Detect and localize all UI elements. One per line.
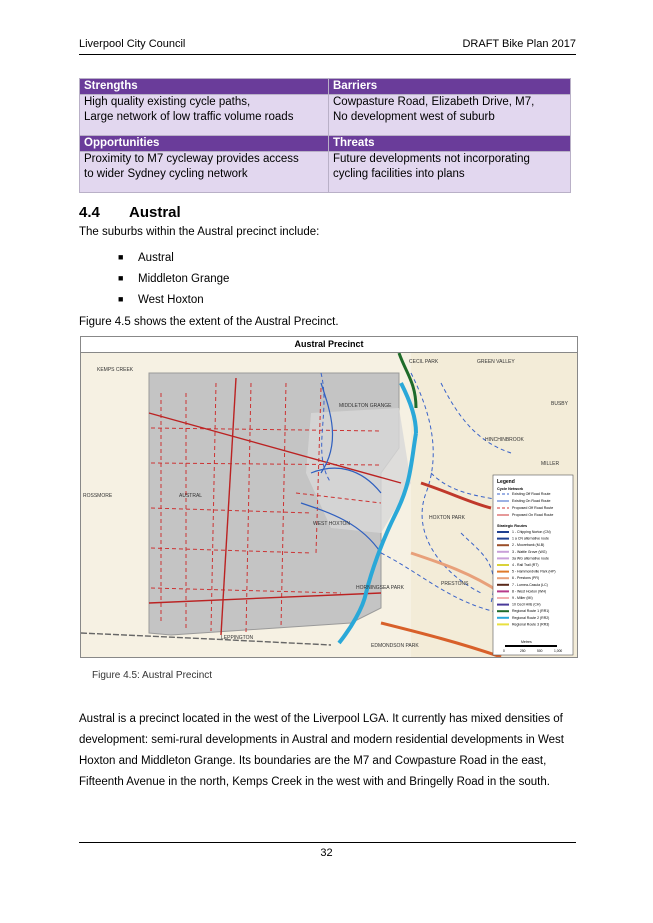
- header-right: DRAFT Bike Plan 2017: [462, 38, 576, 50]
- threats-heading: Threats: [329, 136, 571, 152]
- legend-network-title: Cycle Network: [497, 487, 524, 491]
- page-header: [79, 38, 576, 52]
- map-title: Austral Precinct: [81, 337, 577, 353]
- scale-tick: 1,000: [554, 649, 563, 653]
- label-busby: BUSBY: [551, 401, 568, 407]
- legend-label: Regional Route 3 (RR3): [512, 622, 550, 627]
- scale-tick: 250: [520, 649, 526, 653]
- scale-bar: [505, 645, 557, 647]
- intro-text: The suburbs within the Austral precinct include:: [79, 226, 320, 238]
- section-number: 4.4: [79, 204, 100, 221]
- header-rule: [79, 54, 576, 55]
- strengths-text: High quality existing cycle paths, Large network of low traffic volume roads: [80, 95, 329, 136]
- list-item: ■ West Hoxton: [118, 294, 204, 306]
- label-west-hoxton: WEST HOXTON: [313, 521, 351, 527]
- label-kemps-creek: KEMPS CREEK: [97, 367, 134, 373]
- map-legend: [493, 475, 573, 655]
- label-middleton-grange: MIDDLETON GRANGE: [339, 403, 392, 409]
- legend-label: Regional Route 1 (RR1): [512, 609, 550, 614]
- bullet-icon: ■: [118, 252, 124, 262]
- label-hoxton-park: HOXTON PARK: [429, 515, 465, 521]
- label-green-valley: GREEN VALLEY: [477, 359, 515, 365]
- legend-label: 4 - Rail Trail (RT): [512, 563, 539, 567]
- label-leppington: LEPPINGTON: [221, 635, 254, 641]
- scale-unit: Metres: [521, 640, 532, 644]
- legend-label: 6 - Prestons (PR): [512, 576, 540, 581]
- strengths-heading: Strengths: [80, 79, 329, 95]
- opportunities-heading: Opportunities: [80, 136, 329, 152]
- footer-rule: [79, 842, 576, 843]
- label-miller: MILLER: [541, 461, 560, 467]
- legend-title: Legend: [497, 479, 515, 485]
- body-paragraph: Austral is a precinct located in the west of the Liverpool LGA. It currently has mixed densities of development: semi-rural developments in Austral and modern residential developments in West Hoxton and Middleton Grange. Its boundaries are the M7 and Cowpasture Road in the east, Fifteenth Avenue in the north, Kemps Creek in the west with and Bringelly Road in the south.: [79, 713, 564, 788]
- label-rossmore: ROSSMORE: [83, 493, 113, 499]
- legend-label: 3a WG alternative route: [512, 556, 549, 561]
- page-number: 32: [320, 847, 333, 859]
- barriers-text: Cowpasture Road, Elizabeth Drive, M7, No development west of suburb: [329, 95, 571, 136]
- legend-label: 10 Cecil Hills (CH): [512, 602, 541, 607]
- legend-label: 7 - Lurnea-Casula (LC): [512, 582, 548, 587]
- label-cecil-park: CECIL PARK: [409, 359, 439, 365]
- figure-reference: Figure 4.5 shows the extent of the Austral Precinct.: [79, 316, 339, 328]
- section-heading: [79, 204, 181, 221]
- threats-text: Future developments not incorporating cycling facilities into plans: [329, 152, 571, 193]
- scale-tick: 0: [503, 649, 505, 653]
- label-austral: AUSTRAL: [179, 493, 203, 499]
- legend-label: 8 - West Hoxton (WH): [512, 589, 547, 594]
- legend-label: Proposed On Road Route: [512, 513, 554, 517]
- section-title: Austral: [129, 204, 181, 221]
- legend-label: 2 - Moorebank (M-B): [512, 543, 545, 548]
- legend-label: 5 - Hammondville Park (HP): [512, 569, 556, 574]
- barriers-heading: Barriers: [329, 79, 571, 95]
- opportunities-text: Proximity to M7 cycleway provides access to wider Sydney cycling network: [80, 152, 329, 193]
- label-edmondson-park: EDMONDSON PARK: [371, 643, 419, 649]
- label-hinchinbrook: HINCHINBROOK: [485, 437, 524, 443]
- bullet-icon: ■: [118, 273, 124, 283]
- legend-label: 3 - Wattle Grove (WG): [512, 549, 547, 554]
- header-left: Liverpool City Council: [79, 38, 186, 50]
- legend-label: 9 - Miller (MI): [512, 596, 533, 600]
- legend-label: 1 a CN alternative route: [512, 536, 549, 541]
- list-item: ■ Middleton Grange: [118, 273, 230, 285]
- legend-label: Existing Off Road Route: [512, 492, 551, 496]
- suburb-list: [118, 252, 229, 315]
- bullet-icon: ■: [118, 294, 124, 304]
- precinct-map: [80, 336, 578, 658]
- label-prestons: PRESTONS: [441, 581, 469, 587]
- legend-routes-title: Strategic Routes: [497, 524, 528, 528]
- label-horningsea-park: HORNINGSEA PARK: [356, 585, 404, 591]
- scale-tick: 500: [537, 649, 543, 653]
- legend-label: Proposed Off Road Route: [512, 506, 554, 510]
- figure-caption: Figure 4.5: Austral Precinct: [92, 670, 213, 681]
- list-item: ■ Austral: [118, 252, 174, 264]
- legend-label: Regional Route 2 (RR2): [512, 615, 550, 620]
- map-canvas: [81, 353, 577, 657]
- swot-table: [79, 78, 571, 193]
- legend-label: Existing On Road Route: [512, 499, 551, 503]
- legend-label: 1 - Chipping Norton (CN): [512, 530, 551, 534]
